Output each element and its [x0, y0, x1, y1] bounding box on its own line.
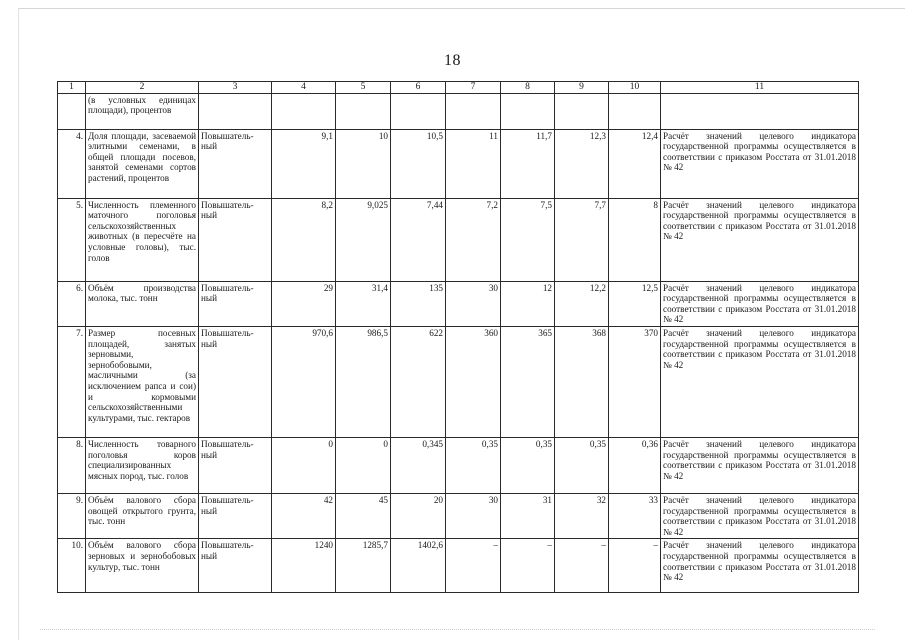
table-row	[58, 281, 859, 326]
value-cell: 0	[272, 437, 336, 493]
column-number: 4	[272, 82, 336, 94]
column-number: 8	[501, 82, 555, 94]
value-cell	[501, 93, 555, 129]
value-cell: 0	[336, 437, 391, 493]
value-cell: 365	[501, 326, 555, 437]
value-cell: 29	[272, 281, 336, 326]
table-row	[58, 198, 859, 281]
column-number: 6	[391, 82, 446, 94]
table-row	[58, 326, 859, 437]
value-cell: 1240	[272, 539, 336, 593]
value-cell	[336, 93, 391, 129]
value-cell	[609, 93, 661, 129]
scan-noise-line	[40, 629, 875, 631]
value-cell: 31,4	[336, 281, 391, 326]
table-row	[58, 493, 859, 538]
column-numbers-row	[58, 82, 859, 94]
indicator-kind: Повышатель-ный	[199, 129, 272, 198]
value-cell: 1402,6	[391, 539, 446, 593]
value-cell: 45	[336, 493, 391, 538]
value-cell: 135	[391, 281, 446, 326]
value-cell: 11	[446, 129, 501, 198]
value-cell: 12,3	[555, 129, 609, 198]
row-index: 7.	[58, 326, 86, 437]
value-cell: 31	[501, 493, 555, 538]
calculation-note: Расчёт значений целевого индикатора государственной программы осуществляется в соответствии с приказом Росстата от 31.01.2018 № 42	[661, 281, 859, 326]
value-cell: 33	[609, 493, 661, 538]
value-cell: 7,44	[391, 198, 446, 281]
indicator-name: Объём валового сбора зерновых и зернобобовых культур, тыс. тонн	[86, 539, 199, 593]
indicator-name: Объём производства молока, тыс. тонн	[86, 281, 199, 326]
calculation-note: Расчёт значений целевого индикатора государственной программы осуществляется в соответствии с приказом Росстата от 31.01.2018 № 42	[661, 493, 859, 538]
indicator-name: Доля площади, засеваемой элитными семенами, в общей площади посевов, занятой семенами сортов растений, процентов	[86, 129, 199, 198]
scan-page-edge-left	[18, 8, 19, 640]
value-cell: 12,5	[609, 281, 661, 326]
value-cell: –	[501, 539, 555, 593]
value-cell: 970,6	[272, 326, 336, 437]
indicator-kind: Повышатель-ный	[199, 493, 272, 538]
value-cell: 360	[446, 326, 501, 437]
calculation-note: Расчёт значений целевого индикатора государственной программы осуществляется в соответствии с приказом Росстата от 31.01.2018 № 42	[661, 129, 859, 198]
value-cell: 20	[391, 493, 446, 538]
indicator-name: Численность товарного поголовья коров специализированных мясных пород, тыс. голов	[86, 437, 199, 493]
calculation-note: Расчёт значений целевого индикатора государственной программы осуществляется в соответствии с приказом Росстата от 31.01.2018 № 42	[661, 326, 859, 437]
row-index: 8.	[58, 437, 86, 493]
column-number: 2	[86, 82, 199, 94]
indicator-kind	[199, 93, 272, 129]
calculation-note: Расчёт значений целевого индикатора государственной программы осуществляется в соответствии с приказом Росстата от 31.01.2018 № 42	[661, 437, 859, 493]
value-cell: 0,35	[555, 437, 609, 493]
value-cell: –	[446, 539, 501, 593]
value-cell: –	[555, 539, 609, 593]
value-cell	[391, 93, 446, 129]
value-cell: 10,5	[391, 129, 446, 198]
value-cell: 370	[609, 326, 661, 437]
value-cell: 0,345	[391, 437, 446, 493]
value-cell	[555, 93, 609, 129]
row-index: 6.	[58, 281, 86, 326]
value-cell: 42	[272, 493, 336, 538]
value-cell: 0,36	[609, 437, 661, 493]
value-cell: 30	[446, 281, 501, 326]
indicator-kind: Повышатель-ный	[199, 281, 272, 326]
value-cell: 8,2	[272, 198, 336, 281]
column-number: 1	[58, 82, 86, 94]
value-cell: 12	[501, 281, 555, 326]
calculation-note: Расчёт значений целевого индикатора государственной программы осуществляется в соответствии с приказом Росстата от 31.01.2018 № 42	[661, 198, 859, 281]
column-number: 5	[336, 82, 391, 94]
row-index: 5.	[58, 198, 86, 281]
table-row	[58, 129, 859, 198]
table-row	[58, 539, 859, 593]
value-cell: 8	[609, 198, 661, 281]
indicator-kind: Повышатель-ный	[199, 326, 272, 437]
table-row	[58, 437, 859, 493]
value-cell: 12,4	[609, 129, 661, 198]
calculation-note	[661, 93, 859, 129]
row-index: 9.	[58, 493, 86, 538]
value-cell	[446, 93, 501, 129]
row-index: 10.	[58, 539, 86, 593]
value-cell: 1285,7	[336, 539, 391, 593]
row-index	[58, 93, 86, 129]
column-number: 11	[661, 82, 859, 94]
row-index: 4.	[58, 129, 86, 198]
indicator-kind: Повышатель-ный	[199, 539, 272, 593]
value-cell: 12,2	[555, 281, 609, 326]
value-cell: 622	[391, 326, 446, 437]
value-cell: 30	[446, 493, 501, 538]
indicator-kind: Повышатель-ный	[199, 198, 272, 281]
calculation-note: Расчёт значений целевого индикатора государственной программы осуществляется в соответствии с приказом Росстата от 31.01.2018 № 42	[661, 539, 859, 593]
value-cell: 7,5	[501, 198, 555, 281]
value-cell: 0,35	[446, 437, 501, 493]
page-number: 18	[444, 52, 461, 69]
value-cell: 7,2	[446, 198, 501, 281]
scan-page-edge-top	[18, 8, 905, 9]
value-cell: 0,35	[501, 437, 555, 493]
value-cell: 32	[555, 493, 609, 538]
indicator-name: (в условных единицах площади), процентов	[86, 93, 199, 129]
value-cell: 7,7	[555, 198, 609, 281]
value-cell: 11,7	[501, 129, 555, 198]
indicator-name: Численность племенного маточного поголовья сельскохозяйственных животных (в пересчёте на условные головы), тыс. голов	[86, 198, 199, 281]
indicator-name: Размер посевных площадей, занятых зерновыми, зернобобовыми, масличными (за исключением рапса и сои) и кормовыми сельскохозяйственными культурами, тыс. гектаров	[86, 326, 199, 437]
value-cell: 9,025	[336, 198, 391, 281]
value-cell: 10	[336, 129, 391, 198]
indicator-table	[57, 81, 859, 593]
column-number: 9	[555, 82, 609, 94]
value-cell	[272, 93, 336, 129]
indicator-kind: Повышатель-ный	[199, 437, 272, 493]
column-number: 7	[446, 82, 501, 94]
table-row	[58, 93, 859, 129]
column-number: 10	[609, 82, 661, 94]
column-number: 3	[199, 82, 272, 94]
indicator-name: Объём валового сбора овощей открытого грунта, тыс. тонн	[86, 493, 199, 538]
value-cell: –	[609, 539, 661, 593]
value-cell: 9,1	[272, 129, 336, 198]
value-cell: 368	[555, 326, 609, 437]
value-cell: 986,5	[336, 326, 391, 437]
